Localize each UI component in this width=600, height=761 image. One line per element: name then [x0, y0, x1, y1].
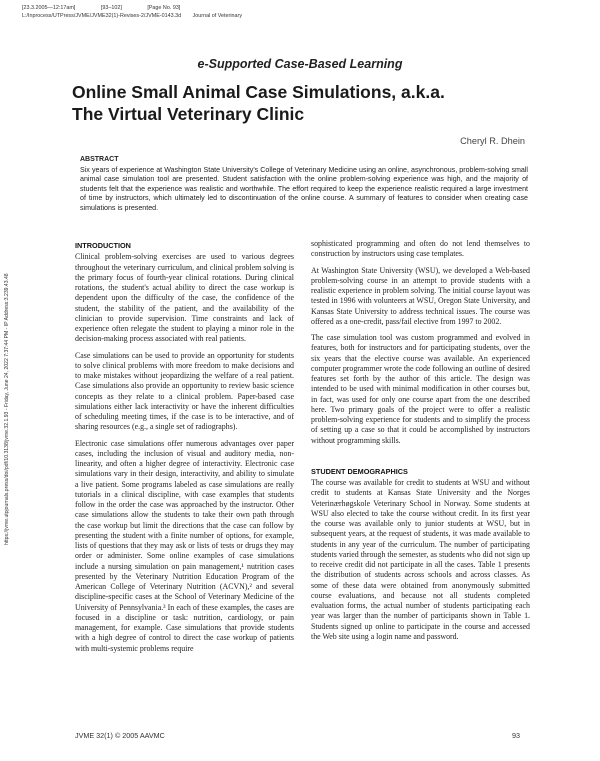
body-paragraph: sophisticated programming and often do not lend themselves to construction by instructors using case templates. [311, 239, 530, 259]
print-header-line-1 [22, 5, 204, 11]
section-label: e-Supported Case-Based Learning [197, 57, 403, 71]
download-side-note-text: https://jvme.utpjournals.press/doi/pdf/10.3138/jvme.32.1.93 - Friday, June 24, 2022 7:37:44 PM - IP Address:3.239.43.48 [4, 273, 10, 545]
body-paragraph: The case simulation tool was custom programmed and evolved in features, both for instructors and for participating students, over the six years that the elective course was available. An experienced computer programmer wrote the code following an outline of desired features set forth by the author of this article. The design was intended to be used with minimal modification in other courses but, in fact, was used for only one course apart from the one described here. Two primary goals of the project were to offer a realistic problem-solving experience for students and to simplify the process of setting up a case so that it could be accomplished by instructors without programming skills. [311, 333, 530, 445]
article-title-line-2: The Virtual Veterinary Clinic [72, 104, 305, 124]
print-header-line-2 [22, 13, 252, 19]
abstract-heading: ABSTRACT [80, 156, 119, 163]
article-title-line-1: Online Small Animal Case Simulations, a.k.a. [72, 82, 445, 102]
download-side-note [4, 215, 12, 545]
abstract [80, 155, 528, 214]
print-header-page: [Page No. 93] [147, 5, 181, 11]
demographics-heading: STUDENT DEMOGRAPHICS [311, 466, 408, 476]
body-paragraph: The course was available for credit to students at WSU and without credit to students at Kansas State University and the Norges Veterinærhøgskole Veterinary School in Norway. Some students at WSU also elected to take the course without credit. In its first year the course was available only to junior students at WSU, but in subsequent years, at the request of students, it was made available to students in any year of the curriculum. The number of participating students varied through the semester, as students who did not sign up to receive credit did not participate in all the cases. Table 1 presents the distribution of students across schools and across classes. As some of these data were obtained from anonymously submitted course evaluations, and because not all students completed evaluation forms, the actual number of students participating each year was larger than the number of participants shown in Table 1. Students signed up online to participate in the course and accessed the Web site using a login name and password. [311, 478, 530, 641]
body-paragraph: Clinical problem-solving exercises are used to various degrees throughout the veterinary curriculum, and clinical problem solving is the primary focus of fourth-year clinical rotations. During clinical rotations, the student's actual ability to direct the case workup is dependent upon the difficulty of the case, the confidence of the student, the stability of the patient, and the availability of the clinician to provide supervision. Time constraints and lack of experience often relegate the student to playing a minor role in the decision-making process associated with real patients. [75, 252, 294, 344]
article-author: Cheryl R. Dhein [460, 136, 525, 146]
body-paragraph: Electronic case simulations offer numerous advantages over paper cases, including the inclusion of visual and auditory media, non-linearity, and often a higher degree of interactivity. Electronic case simulations vary in their design, interactivity, and ability to simulate a live patient. Some programs labeled as case simulations are really tutorials in a clinical discipline, with case examples that students follow in the order the case was approached by the instructor. Other case simulations allow the students to take their own path through the case workup but limit the directions that the case can follow by presenting the student with a finite number of options, for example, lists of questions that they may ask or lists of tests or drugs they may order or administer. Some online examples of case simulations include a nursing simulation on pain management,¹ nutrition cases presented by the Veterinary Nutrition Education Program of the American College of Veterinary Nutrition (ACVN),² and several discipline-specific cases at the School of Veterinary Medicine of the University of Pennsylvania.³ In each of these examples, the cases are focused in a discipline or task: nutrition, cardiology, or pain management, for example. Case simulations that provide students with a high degree of control to direct the case workup of patients with multi-systemic problems require [75, 438, 294, 653]
print-header-timestamp: [23.3.2005—12:17am] [22, 5, 76, 11]
print-header-path: L:/Inprocess/UTPress/JVME/JVME32(1)-Revises-2/JVME-0143.3d [22, 13, 182, 19]
abstract-text: Six years of experience at Washington State University's College of Veterinary Medicine using an online, asynchronous, problem-solving small animal case simulation tool are presented. Student satisfaction with the online problem-solving experience was high, and the majority of students felt that the experience was realistic and worthwhile. The effort required to keep the experience realistic required a large investment of time by instructors, which ultimately led to discontinuation of the online course. A summary of features to consider when creating case simulations is presented. [80, 165, 528, 212]
left-column [75, 239, 294, 660]
page-number: 93 [512, 731, 520, 740]
footer-citation: JVME 32(1) © 2005 AAVMC [75, 731, 165, 740]
print-header-range: [93–102] [100, 5, 122, 11]
right-column [311, 239, 530, 648]
article-title [72, 81, 552, 125]
print-header-journal: Journal of Veterinary [192, 13, 243, 19]
introduction-heading: INTRODUCTION [75, 241, 131, 250]
body-paragraph: Case simulations can be used to provide an opportunity for students to solve clinical problems with more freedom to make decisions and to make mistakes without jeopardizing the welfare of a real patient. Case simulations also provide an opportunity to review basic science concepts as they relate to a clinical problem. Paper-based case simulations either lack interactivity or have the inherent difficulties of scheduling meeting times, if the case is to be interactive, and of sharing resources (e.g., a single set of radiographs). [75, 350, 294, 432]
body-paragraph: At Washington State University (WSU), we developed a Web-based problem-solving course in an attempt to provide students with a realistic experience in problem solving. The initial course layout was tested in 1996 with volunteers at WSU, Oregon State University, and Kansas State University to address technical issues. The course was offered as a one-credit, pass/fail elective from 1997 to 2002. [311, 265, 530, 326]
